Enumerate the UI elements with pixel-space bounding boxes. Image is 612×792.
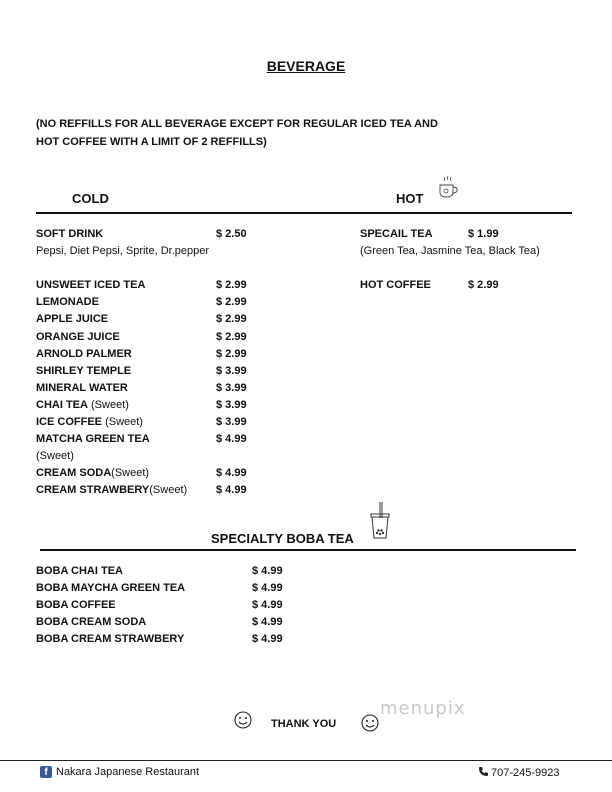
boba-item-price: $ 4.99	[252, 582, 283, 594]
special-tea-price: $ 1.99	[468, 228, 499, 240]
cold-item: CREAM SODA(Sweet)	[36, 467, 150, 479]
page-title: BEVERAGE	[266, 58, 346, 74]
cold-item-price: $ 2.99	[216, 296, 247, 308]
boba-item-price: $ 4.99	[252, 565, 283, 577]
boba-item: BOBA CHAI TEA	[36, 565, 123, 577]
smiley-icon	[234, 711, 252, 734]
cold-item-price: $ 2.99	[216, 331, 247, 343]
cold-item-price: $ 2.99	[216, 279, 247, 291]
cold-item-price: $ 3.99	[216, 416, 247, 428]
cold-item: SHIRLEY TEMPLE	[36, 365, 132, 377]
soft-drink-name: SOFT DRINK	[36, 228, 104, 240]
refill-note-line-2: HOT COFFEE WITH A LIMIT OF 2 REFFILLS)	[36, 136, 267, 148]
cold-item-price: $ 3.99	[216, 365, 247, 377]
footer-facebook-link[interactable]	[40, 766, 199, 778]
cold-item-price: $ 3.99	[216, 382, 247, 394]
phone-icon	[478, 766, 489, 780]
cold-item: MATCHA GREEN TEA	[36, 433, 150, 445]
cold-item-price: $ 4.99	[216, 484, 247, 496]
cold-item: ORANGE JUICE	[36, 331, 120, 343]
hot-coffee-price: $ 2.99	[468, 279, 499, 291]
cold-item: APPLE JUICE	[36, 313, 109, 325]
boba-cup-icon	[368, 500, 392, 547]
cold-item-price: $ 4.99	[216, 467, 247, 479]
boba-item-price: $ 4.99	[252, 616, 283, 628]
cold-item: ICE COFFEE (Sweet)	[36, 416, 143, 428]
boba-item: BOBA CREAM STRAWBERY	[36, 633, 185, 645]
cold-heading: COLD	[72, 191, 109, 206]
boba-item: BOBA CREAM SODA	[36, 616, 147, 628]
cold-item: ARNOLD PALMER	[36, 348, 132, 360]
cold-item-price: $ 2.99	[216, 348, 247, 360]
phone-number: 707-245-9923	[491, 766, 560, 779]
cold-item: MINERAL WATER	[36, 382, 128, 394]
boba-divider	[40, 549, 576, 551]
footer-phone[interactable]	[478, 766, 560, 780]
thank-you-text: THANK YOU	[271, 718, 337, 730]
boba-item-price: $ 4.99	[252, 633, 283, 645]
footer-divider	[0, 760, 612, 761]
hot-heading: HOT	[396, 191, 424, 206]
boba-item: BOBA MAYCHA GREEN TEA	[36, 582, 186, 594]
special-tea-desc: (Green Tea, Jasmine Tea, Black Tea)	[360, 245, 540, 257]
facebook-icon: f	[40, 766, 52, 778]
cold-item: UNSWEET ICED TEA	[36, 279, 146, 291]
boba-item-price: $ 4.99	[252, 599, 283, 611]
coffee-cup-icon	[437, 175, 461, 206]
hot-coffee-name: HOT COFFEE	[360, 279, 431, 291]
cold-item-continued: (Sweet)	[36, 450, 74, 462]
smiley-icon	[361, 714, 379, 737]
cold-item: CHAI TEA (Sweet)	[36, 399, 129, 411]
cold-item-price: $ 3.99	[216, 399, 247, 411]
cold-item-price: $ 4.99	[216, 433, 247, 445]
cold-item: LEMONADE	[36, 296, 99, 308]
boba-item: BOBA COFFEE	[36, 599, 116, 611]
cold-item: CREAM STRAWBERY(Sweet)	[36, 484, 188, 496]
special-tea-name: SPECAIL TEA	[360, 228, 433, 240]
boba-heading: SPECIALTY BOBA TEA	[211, 531, 354, 546]
cold-hot-divider	[36, 212, 572, 214]
soft-drink-price: $ 2.50	[216, 228, 247, 240]
menupix-watermark: menupix	[380, 698, 466, 719]
refill-note-line-1: (NO REFFILLS FOR ALL BEVERAGE EXCEPT FOR REGULAR ICED TEA AND	[36, 118, 438, 130]
cold-item-price: $ 2.99	[216, 313, 247, 325]
restaurant-name: Nakara Japanese Restaurant	[56, 766, 200, 778]
soft-drink-desc: Pepsi, Diet Pepsi, Sprite, Dr.pepper	[36, 245, 210, 257]
